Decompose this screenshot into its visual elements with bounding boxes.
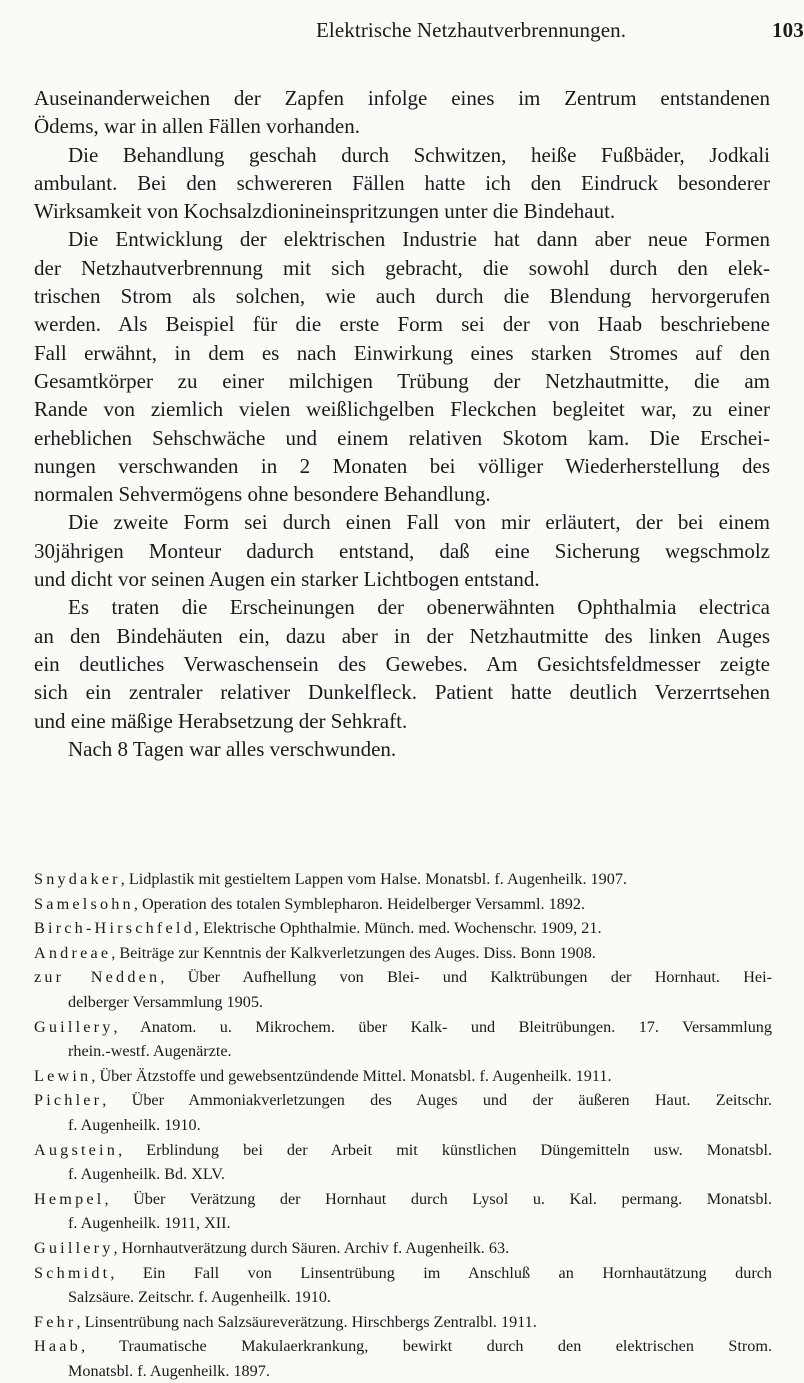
reference-entry — [34, 1236, 772, 1261]
reference-entry — [34, 1261, 772, 1310]
reference-first-line — [34, 1236, 772, 1261]
reference-continuation: f. Augenheilk. 1910. — [68, 1115, 201, 1134]
reference-entry — [34, 1064, 772, 1089]
reference-first-line — [34, 1088, 772, 1113]
body-line: Wirksamkeit von Kochsalzdionineinspritzungen unter die Bindehaut. — [34, 199, 616, 224]
reference-text: , Traumatische Makulaerkrankung, bewirkt durch den elektrischen Strom. — [80, 1337, 772, 1356]
reference-author: Pichler — [34, 1091, 103, 1110]
body-line: Nach 8 Tagen war alles verschwunden. — [68, 736, 397, 761]
reference-text: , Anatom. u. Mikrochem. über Kalk- und Bleitrübungen. 17. Versammlung — [113, 1017, 772, 1036]
reference-author: Snydaker — [34, 870, 121, 888]
body-line: nungen verschwanden in 2 Monaten bei völliger Wiederherstellung des — [34, 453, 770, 478]
body-line: Die Entwicklung der elektrischen Industrie hat dann aber neue Formen — [68, 227, 770, 252]
reference-entry — [34, 1138, 772, 1187]
reference-continuation: f. Augenheilk. Bd. XLV. — [68, 1165, 225, 1184]
reference-text: , Lidplastik mit gestieltem Lappen vom Halse. Monatsbl. f. Augenheilk. 1907. — [120, 870, 627, 888]
reference-first-line — [34, 1261, 772, 1286]
body-line: und eine mäßige Herabsetzung der Sehkraft. — [34, 708, 408, 733]
reference-first-line — [34, 1334, 772, 1359]
reference-first-line — [34, 1310, 772, 1335]
reference-entry — [34, 1334, 772, 1383]
body-line: ein deutliches Verwaschensein des Gewebes. Am Gesichtsfeldmesser zeigte — [34, 651, 770, 676]
bibliography — [34, 867, 772, 1383]
body-line: Ödems, war in allen Fällen vorhanden. — [34, 114, 360, 139]
reference-text: , Operation des totalen Symblepharon. Heidelberger Versamml. 1892. — [133, 894, 586, 913]
reference-entry — [34, 1015, 772, 1064]
reference-author: Schmidt — [34, 1263, 111, 1282]
body-line: erheblichen Sehschwäche und einem relativen Skotom kam. Die Erschei- — [34, 425, 770, 450]
reference-author: Hempel — [34, 1189, 105, 1208]
body-line: normalen Sehvermögens ohne besondere Behandlung. — [34, 482, 491, 507]
reference-entry — [34, 916, 772, 941]
reference-continuation: rhein.-westf. Augenärzte. — [68, 1042, 232, 1061]
reference-text: , Ein Fall von Linsentrübung im Anschluß an Hornhautätzung durch — [110, 1263, 772, 1282]
body-line: werden. Als Beispiel für die erste Form sei der von Haab beschriebene — [34, 312, 770, 337]
reference-entry — [34, 941, 772, 966]
reference-author: zur Nedden — [34, 968, 161, 987]
body-line: ambulant. Bei den schwereren Fällen hatte ich den Eindruck besonderer — [34, 170, 770, 195]
body-line: Rande von ziemlich vielen weißlichgelben Fleckchen begleitet war, zu einer — [34, 397, 770, 422]
reference-text: , Über Ätzstoffe und gewebsentzündende Mittel. Monatsbl. f. Augenheilk. 1911. — [91, 1066, 612, 1085]
reference-entry — [34, 867, 772, 892]
reference-author: Guillery — [34, 1017, 114, 1036]
running-title: Elektrische Netzhautverbrennungen. — [316, 18, 627, 42]
reference-text: , Hornhautverätzung durch Säuren. Archiv f. Augenheilk. 63. — [113, 1238, 510, 1257]
reference-continuation: Monatsbl. f. Augenheilk. 1897. — [68, 1361, 270, 1380]
reference-first-line — [34, 1064, 772, 1089]
reference-entry — [34, 1187, 772, 1236]
body-line: Auseinanderweichen der Zapfen infolge eines im Zentrum entstandenen — [34, 86, 770, 110]
body-line: Fall erwähnt, in dem es nach Einwirkung eines starken Stromes auf den — [34, 340, 770, 365]
body-line: 30jährigen Monteur dadurch entstand, daß eine Sicherung wegschmolz — [34, 538, 770, 563]
reference-text: , Elektrische Ophthalmie. Münch. med. Wochenschr. 1909, 21. — [194, 919, 602, 938]
body-line: trischen Strom als solchen, wie auch durch die Blendung hervorgerufen — [34, 284, 770, 309]
reference-continuation: delberger Versammlung 1905. — [68, 992, 263, 1011]
reference-entry — [34, 892, 772, 917]
body-line: der Netzhautverbrennung mit sich gebracht, die sowohl durch den elek- — [34, 255, 770, 280]
reference-continuation: Salzsäure. Zeitschr. f. Augenheilk. 1910. — [68, 1288, 331, 1307]
reference-entry — [34, 965, 772, 1014]
reference-entry — [34, 1310, 772, 1335]
reference-first-line — [34, 867, 772, 892]
reference-author: Haab — [34, 1337, 81, 1356]
reference-author: Andreae — [34, 943, 112, 962]
reference-first-line — [34, 941, 772, 966]
reference-author: Birch-Hirschfeld — [34, 919, 195, 938]
reference-text: , Über Aufhellung von Blei- und Kalktrübungen der Hornhaut. Hei- — [160, 968, 773, 987]
reference-text: , Über Ammoniakverletzungen des Auges und der äußeren Haut. Zeitschr. — [102, 1091, 772, 1110]
reference-first-line — [34, 1187, 772, 1212]
reference-first-line — [34, 916, 772, 941]
body-text — [34, 84, 770, 763]
reference-text: , Über Verätzung der Hornhaut durch Lysol u. Kal. permang. Monatsbl. — [104, 1189, 772, 1208]
reference-text: , Linsentrübung nach Salzsäureverätzung. Hirschbergs Zentralbl. 1911. — [76, 1312, 537, 1331]
reference-author: Lewin — [34, 1066, 92, 1085]
page-number: 103 — [772, 18, 804, 42]
body-line: Die zweite Form sei durch einen Fall von mir erläutert, der bei einem — [68, 510, 770, 535]
body-line: an den Bindehäuten ein, dazu aber in der Netzhautmitte des linken Auges — [34, 623, 770, 648]
page-header — [60, 18, 804, 48]
reference-text: , Erblindung bei der Arbeit mit künstlichen Düngemitteln usw. Monatsbl. — [118, 1140, 772, 1159]
reference-first-line — [34, 1138, 772, 1163]
reference-author: Samelsohn — [34, 894, 134, 913]
reference-author: Fehr — [34, 1312, 77, 1331]
body-line: und dicht vor seinen Augen ein starker Lichtbogen entstand. — [34, 567, 540, 592]
reference-first-line — [34, 1015, 772, 1040]
reference-author: Augstein — [34, 1140, 119, 1159]
body-line: Gesamtkörper zu einer milchigen Trübung der Netzhautmitte, die am — [34, 368, 770, 393]
reference-continuation: f. Augenheilk. 1911, XII. — [68, 1214, 231, 1233]
reference-text: , Beiträge zur Kenntnis der Kalkverletzungen des Auges. Diss. Bonn 1908. — [111, 943, 596, 962]
body-line: Die Behandlung geschah durch Schwitzen, heiße Fußbäder, Jodkali — [68, 142, 770, 167]
reference-entry — [34, 1088, 772, 1137]
reference-first-line — [34, 965, 772, 990]
reference-first-line — [34, 892, 772, 917]
body-line: Es traten die Erscheinungen der obenerwähnten Ophthalmia electrica — [68, 595, 770, 620]
body-line: sich ein zentraler relativer Dunkelfleck. Patient hatte deutlich Verzerrtsehen — [34, 680, 770, 705]
reference-author: Guillery — [34, 1238, 114, 1257]
